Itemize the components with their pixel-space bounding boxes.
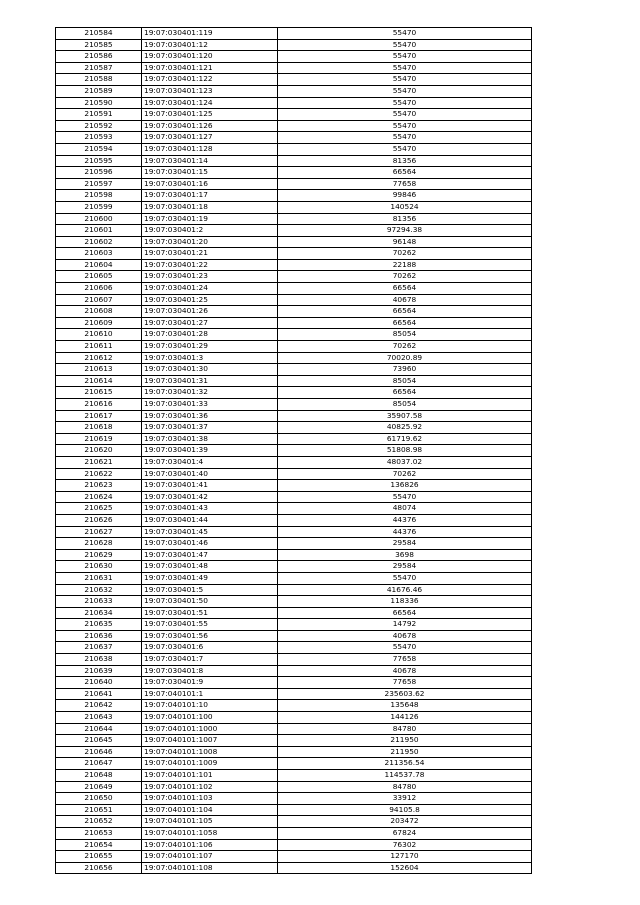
- value-cell: 41676.46: [278, 584, 532, 596]
- row-number-cell: 210611: [56, 341, 142, 353]
- row-number-cell: 210634: [56, 607, 142, 619]
- value-cell: 127170: [278, 851, 532, 863]
- cadastral-number-cell: 19:07:040101:100: [142, 712, 278, 724]
- cadastral-number-cell: 19:07:030401:56: [142, 630, 278, 642]
- value-cell: 55470: [278, 120, 532, 132]
- table-row: [56, 190, 532, 202]
- cadastral-number-cell: 19:07:030401:5: [142, 584, 278, 596]
- cadastral-number-cell: 19:07:030401:22: [142, 259, 278, 271]
- row-number-cell: 210649: [56, 781, 142, 793]
- row-number-cell: 210603: [56, 248, 142, 260]
- cadastral-number-cell: 19:07:030401:47: [142, 549, 278, 561]
- row-number-cell: 210594: [56, 143, 142, 155]
- value-cell: 55470: [278, 85, 532, 97]
- cadastral-number-cell: 19:07:030401:18: [142, 201, 278, 213]
- table-row: [56, 132, 532, 144]
- table-row: [56, 862, 532, 874]
- table-row: [56, 39, 532, 51]
- cadastral-number-cell: 19:07:030401:123: [142, 85, 278, 97]
- cadastral-number-cell: 19:07:040101:101: [142, 770, 278, 782]
- cadastral-number-cell: 19:07:030401:39: [142, 445, 278, 457]
- row-number-cell: 210645: [56, 735, 142, 747]
- table-row: [56, 503, 532, 515]
- value-cell: 70262: [278, 468, 532, 480]
- value-cell: 211950: [278, 735, 532, 747]
- cadastral-number-cell: 19:07:030401:122: [142, 74, 278, 86]
- row-number-cell: 210638: [56, 654, 142, 666]
- table-row: [56, 827, 532, 839]
- table-row: [56, 236, 532, 248]
- table-row: [56, 341, 532, 353]
- table-row: [56, 538, 532, 550]
- cadastral-number-cell: 19:07:030401:25: [142, 294, 278, 306]
- cadastral-number-cell: 19:07:040101:1007: [142, 735, 278, 747]
- table-row: [56, 283, 532, 295]
- value-cell: 66564: [278, 387, 532, 399]
- value-cell: 55470: [278, 28, 532, 40]
- row-number-cell: 210612: [56, 352, 142, 364]
- row-number-cell: 210650: [56, 793, 142, 805]
- table-row: [56, 294, 532, 306]
- value-cell: 33912: [278, 793, 532, 805]
- row-number-cell: 210647: [56, 758, 142, 770]
- table-row: [56, 851, 532, 863]
- row-number-cell: 210652: [56, 816, 142, 828]
- row-number-cell: 210604: [56, 259, 142, 271]
- table-row: [56, 329, 532, 341]
- cadastral-number-cell: 19:07:030401:55: [142, 619, 278, 631]
- table-row: [56, 758, 532, 770]
- cadastral-number-cell: 19:07:030401:36: [142, 410, 278, 422]
- row-number-cell: 210636: [56, 630, 142, 642]
- value-cell: 55470: [278, 109, 532, 121]
- row-number-cell: 210627: [56, 526, 142, 538]
- value-cell: 66564: [278, 607, 532, 619]
- table-row: [56, 456, 532, 468]
- table-row: [56, 97, 532, 109]
- value-cell: 40825.92: [278, 422, 532, 434]
- table-row: [56, 445, 532, 457]
- row-number-cell: 210631: [56, 572, 142, 584]
- table-row: [56, 74, 532, 86]
- row-number-cell: 210614: [56, 375, 142, 387]
- table-row: [56, 399, 532, 411]
- table-row: [56, 561, 532, 573]
- table-row: [56, 584, 532, 596]
- row-number-cell: 210644: [56, 723, 142, 735]
- cadastral-number-cell: 19:07:030401:46: [142, 538, 278, 550]
- cadastral-number-cell: 19:07:030401:41: [142, 480, 278, 492]
- value-cell: 35907.58: [278, 410, 532, 422]
- row-number-cell: 210608: [56, 306, 142, 318]
- table-row: [56, 468, 532, 480]
- value-cell: 66564: [278, 167, 532, 179]
- value-cell: 97294.38: [278, 225, 532, 237]
- table-row: [56, 375, 532, 387]
- table-row: [56, 28, 532, 40]
- cadastral-number-cell: 19:07:030401:33: [142, 399, 278, 411]
- table-row: [56, 178, 532, 190]
- value-cell: 84780: [278, 781, 532, 793]
- value-cell: 96148: [278, 236, 532, 248]
- table-row: [56, 167, 532, 179]
- table-row: [56, 364, 532, 376]
- row-number-cell: 210623: [56, 480, 142, 492]
- cadastral-number-cell: 19:07:030401:121: [142, 62, 278, 74]
- table-row: [56, 410, 532, 422]
- table-row: [56, 480, 532, 492]
- value-cell: 94105.8: [278, 804, 532, 816]
- row-number-cell: 210653: [56, 827, 142, 839]
- value-cell: 77658: [278, 677, 532, 689]
- cadastral-number-cell: 19:07:030401:14: [142, 155, 278, 167]
- value-cell: 203472: [278, 816, 532, 828]
- cadastral-number-cell: 19:07:030401:23: [142, 271, 278, 283]
- value-cell: 99846: [278, 190, 532, 202]
- value-cell: 51808.98: [278, 445, 532, 457]
- row-number-cell: 210590: [56, 97, 142, 109]
- table-row: [56, 352, 532, 364]
- row-number-cell: 210626: [56, 514, 142, 526]
- value-cell: 70262: [278, 271, 532, 283]
- value-cell: 140524: [278, 201, 532, 213]
- table-row: [56, 770, 532, 782]
- row-number-cell: 210617: [56, 410, 142, 422]
- value-cell: 235603.62: [278, 688, 532, 700]
- cadastral-number-cell: 19:07:030401:4: [142, 456, 278, 468]
- cadastral-number-cell: 19:07:040101:1: [142, 688, 278, 700]
- cadastral-number-cell: 19:07:040101:102: [142, 781, 278, 793]
- cadastral-number-cell: 19:07:040101:1009: [142, 758, 278, 770]
- cadastral-number-cell: 19:07:040101:1000: [142, 723, 278, 735]
- cadastral-number-cell: 19:07:030401:16: [142, 178, 278, 190]
- row-number-cell: 210655: [56, 851, 142, 863]
- value-cell: 61719.62: [278, 433, 532, 445]
- row-number-cell: 210607: [56, 294, 142, 306]
- cadastral-number-cell: 19:07:030401:29: [142, 341, 278, 353]
- cadastral-number-cell: 19:07:030401:42: [142, 491, 278, 503]
- row-number-cell: 210591: [56, 109, 142, 121]
- table-row: [56, 271, 532, 283]
- data-table: [55, 27, 532, 874]
- row-number-cell: 210648: [56, 770, 142, 782]
- cadastral-number-cell: 19:07:030401:31: [142, 375, 278, 387]
- cadastral-number-cell: 19:07:030401:12: [142, 39, 278, 51]
- row-number-cell: 210621: [56, 456, 142, 468]
- cadastral-number-cell: 19:07:030401:24: [142, 283, 278, 295]
- cadastral-number-cell: 19:07:030401:19: [142, 213, 278, 225]
- row-number-cell: 210596: [56, 167, 142, 179]
- cadastral-number-cell: 19:07:040101:107: [142, 851, 278, 863]
- value-cell: 55470: [278, 642, 532, 654]
- row-number-cell: 210584: [56, 28, 142, 40]
- value-cell: 85054: [278, 399, 532, 411]
- cadastral-number-cell: 19:07:040101:1008: [142, 746, 278, 758]
- table-row: [56, 654, 532, 666]
- table-row: [56, 422, 532, 434]
- row-number-cell: 210628: [56, 538, 142, 550]
- value-cell: 135648: [278, 700, 532, 712]
- value-cell: 84780: [278, 723, 532, 735]
- value-cell: 66564: [278, 317, 532, 329]
- cadastral-number-cell: 19:07:030401:30: [142, 364, 278, 376]
- value-cell: 40678: [278, 294, 532, 306]
- cadastral-number-cell: 19:07:030401:9: [142, 677, 278, 689]
- table-row: [56, 201, 532, 213]
- row-number-cell: 210641: [56, 688, 142, 700]
- cadastral-number-cell: 19:07:030401:124: [142, 97, 278, 109]
- value-cell: 55470: [278, 74, 532, 86]
- value-cell: 55470: [278, 572, 532, 584]
- table-row: [56, 225, 532, 237]
- cadastral-number-cell: 19:07:030401:125: [142, 109, 278, 121]
- table-row: [56, 259, 532, 271]
- cadastral-number-cell: 19:07:030401:20: [142, 236, 278, 248]
- row-number-cell: 210609: [56, 317, 142, 329]
- cadastral-number-cell: 19:07:040101:105: [142, 816, 278, 828]
- cadastral-number-cell: 19:07:030401:7: [142, 654, 278, 666]
- cadastral-number-cell: 19:07:030401:32: [142, 387, 278, 399]
- value-cell: 73960: [278, 364, 532, 376]
- table-row: [56, 85, 532, 97]
- table-row: [56, 143, 532, 155]
- cadastral-number-cell: 19:07:030401:128: [142, 143, 278, 155]
- cadastral-number-cell: 19:07:030401:28: [142, 329, 278, 341]
- table-row: [56, 735, 532, 747]
- cadastral-number-cell: 19:07:030401:50: [142, 596, 278, 608]
- table-row: [56, 839, 532, 851]
- row-number-cell: 210618: [56, 422, 142, 434]
- cadastral-number-cell: 19:07:040101:1058: [142, 827, 278, 839]
- cadastral-number-cell: 19:07:030401:126: [142, 120, 278, 132]
- value-cell: 152604: [278, 862, 532, 874]
- value-cell: 77658: [278, 654, 532, 666]
- table-row: [56, 619, 532, 631]
- row-number-cell: 210635: [56, 619, 142, 631]
- cadastral-number-cell: 19:07:040101:108: [142, 862, 278, 874]
- row-number-cell: 210632: [56, 584, 142, 596]
- table-row: [56, 549, 532, 561]
- cadastral-number-cell: 19:07:030401:38: [142, 433, 278, 445]
- cadastral-number-cell: 19:07:030401:27: [142, 317, 278, 329]
- row-number-cell: 210630: [56, 561, 142, 573]
- cadastral-number-cell: 19:07:030401:40: [142, 468, 278, 480]
- table-row: [56, 306, 532, 318]
- table-row: [56, 630, 532, 642]
- cadastral-number-cell: 19:07:030401:17: [142, 190, 278, 202]
- row-number-cell: 210588: [56, 74, 142, 86]
- table-row: [56, 642, 532, 654]
- table-row: [56, 596, 532, 608]
- table-row: [56, 120, 532, 132]
- value-cell: 211356.54: [278, 758, 532, 770]
- cadastral-number-cell: 19:07:030401:2: [142, 225, 278, 237]
- row-number-cell: 210602: [56, 236, 142, 248]
- table-row: [56, 712, 532, 724]
- value-cell: 77658: [278, 178, 532, 190]
- row-number-cell: 210637: [56, 642, 142, 654]
- row-number-cell: 210595: [56, 155, 142, 167]
- row-number-cell: 210620: [56, 445, 142, 457]
- table-row: [56, 526, 532, 538]
- value-cell: 66564: [278, 306, 532, 318]
- row-number-cell: 210640: [56, 677, 142, 689]
- cadastral-number-cell: 19:07:040101:10: [142, 700, 278, 712]
- cadastral-number-cell: 19:07:030401:127: [142, 132, 278, 144]
- table-row: [56, 746, 532, 758]
- cadastral-number-cell: 19:07:030401:119: [142, 28, 278, 40]
- value-cell: 44376: [278, 514, 532, 526]
- value-cell: 55470: [278, 491, 532, 503]
- row-number-cell: 210654: [56, 839, 142, 851]
- row-number-cell: 210639: [56, 665, 142, 677]
- table-row: [56, 665, 532, 677]
- row-number-cell: 210624: [56, 491, 142, 503]
- cadastral-number-cell: 19:07:030401:21: [142, 248, 278, 260]
- table-row: [56, 804, 532, 816]
- value-cell: 48037.02: [278, 456, 532, 468]
- value-cell: 136826: [278, 480, 532, 492]
- value-cell: 70262: [278, 341, 532, 353]
- row-number-cell: 210606: [56, 283, 142, 295]
- value-cell: 48074: [278, 503, 532, 515]
- table-row: [56, 155, 532, 167]
- value-cell: 76302: [278, 839, 532, 851]
- value-cell: 40678: [278, 630, 532, 642]
- value-cell: 22188: [278, 259, 532, 271]
- value-cell: 114537.78: [278, 770, 532, 782]
- value-cell: 55470: [278, 62, 532, 74]
- table-row: [56, 491, 532, 503]
- value-cell: 85054: [278, 329, 532, 341]
- table-row: [56, 514, 532, 526]
- value-cell: 55470: [278, 97, 532, 109]
- row-number-cell: 210642: [56, 700, 142, 712]
- cadastral-number-cell: 19:07:030401:44: [142, 514, 278, 526]
- row-number-cell: 210610: [56, 329, 142, 341]
- row-number-cell: 210629: [56, 549, 142, 561]
- table-row: [56, 816, 532, 828]
- value-cell: 85054: [278, 375, 532, 387]
- row-number-cell: 210616: [56, 399, 142, 411]
- cadastral-number-cell: 19:07:030401:51: [142, 607, 278, 619]
- table-row: [56, 387, 532, 399]
- row-number-cell: 210615: [56, 387, 142, 399]
- table-row: [56, 607, 532, 619]
- value-cell: 81356: [278, 213, 532, 225]
- value-cell: 81356: [278, 155, 532, 167]
- value-cell: 66564: [278, 283, 532, 295]
- table-row: [56, 317, 532, 329]
- row-number-cell: 210643: [56, 712, 142, 724]
- value-cell: 70020.89: [278, 352, 532, 364]
- cadastral-number-cell: 19:07:030401:8: [142, 665, 278, 677]
- cadastral-number-cell: 19:07:030401:26: [142, 306, 278, 318]
- row-number-cell: 210622: [56, 468, 142, 480]
- row-number-cell: 210656: [56, 862, 142, 874]
- row-number-cell: 210625: [56, 503, 142, 515]
- value-cell: 144126: [278, 712, 532, 724]
- value-cell: 67824: [278, 827, 532, 839]
- row-number-cell: 210585: [56, 39, 142, 51]
- value-cell: 40678: [278, 665, 532, 677]
- row-number-cell: 210613: [56, 364, 142, 376]
- table-row: [56, 109, 532, 121]
- row-number-cell: 210587: [56, 62, 142, 74]
- table-row: [56, 62, 532, 74]
- row-number-cell: 210600: [56, 213, 142, 225]
- row-number-cell: 210619: [56, 433, 142, 445]
- row-number-cell: 210593: [56, 132, 142, 144]
- cadastral-number-cell: 19:07:030401:43: [142, 503, 278, 515]
- table-row: [56, 793, 532, 805]
- table-row: [56, 688, 532, 700]
- row-number-cell: 210589: [56, 85, 142, 97]
- table-body: [56, 28, 532, 874]
- row-number-cell: 210597: [56, 178, 142, 190]
- row-number-cell: 210586: [56, 51, 142, 63]
- value-cell: 55470: [278, 39, 532, 51]
- row-number-cell: 210633: [56, 596, 142, 608]
- table-row: [56, 781, 532, 793]
- value-cell: 14792: [278, 619, 532, 631]
- row-number-cell: 210592: [56, 120, 142, 132]
- table-row: [56, 433, 532, 445]
- cadastral-number-cell: 19:07:040101:104: [142, 804, 278, 816]
- table-row: [56, 248, 532, 260]
- value-cell: 3698: [278, 549, 532, 561]
- value-cell: 70262: [278, 248, 532, 260]
- row-number-cell: 210598: [56, 190, 142, 202]
- row-number-cell: 210651: [56, 804, 142, 816]
- cadastral-number-cell: 19:07:040101:103: [142, 793, 278, 805]
- value-cell: 29584: [278, 561, 532, 573]
- table-row: [56, 700, 532, 712]
- table-row: [56, 572, 532, 584]
- table-row: [56, 723, 532, 735]
- cadastral-number-cell: 19:07:030401:15: [142, 167, 278, 179]
- table-row: [56, 213, 532, 225]
- value-cell: 44376: [278, 526, 532, 538]
- table-row: [56, 677, 532, 689]
- table-row: [56, 51, 532, 63]
- value-cell: 118336: [278, 596, 532, 608]
- row-number-cell: 210599: [56, 201, 142, 213]
- value-cell: 55470: [278, 132, 532, 144]
- row-number-cell: 210605: [56, 271, 142, 283]
- cadastral-number-cell: 19:07:030401:49: [142, 572, 278, 584]
- cadastral-number-cell: 19:07:030401:120: [142, 51, 278, 63]
- cadastral-number-cell: 19:07:030401:3: [142, 352, 278, 364]
- value-cell: 55470: [278, 51, 532, 63]
- value-cell: 29584: [278, 538, 532, 550]
- value-cell: 55470: [278, 143, 532, 155]
- cadastral-number-cell: 19:07:030401:37: [142, 422, 278, 434]
- cadastral-number-cell: 19:07:030401:48: [142, 561, 278, 573]
- cadastral-number-cell: 19:07:030401:45: [142, 526, 278, 538]
- row-number-cell: 210601: [56, 225, 142, 237]
- value-cell: 211950: [278, 746, 532, 758]
- cadastral-number-cell: 19:07:030401:6: [142, 642, 278, 654]
- cadastral-number-cell: 19:07:040101:106: [142, 839, 278, 851]
- row-number-cell: 210646: [56, 746, 142, 758]
